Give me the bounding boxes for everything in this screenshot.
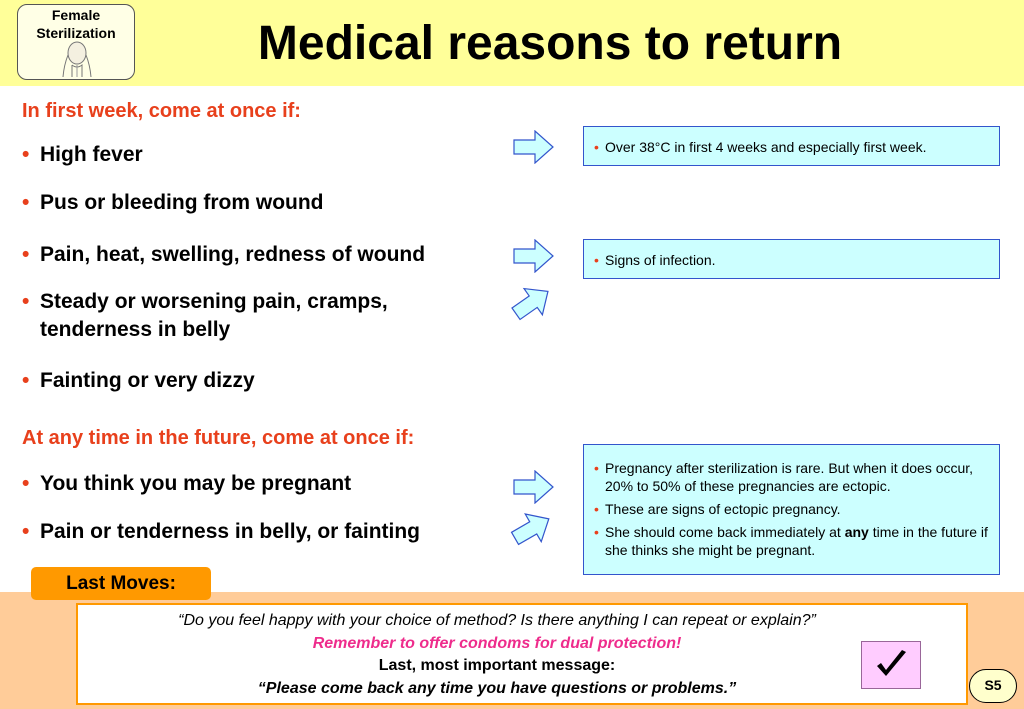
logo-line-1: Female [51,7,101,23]
bullet-dot: • [22,290,30,313]
bullet-pus-bleeding: • Pus or bleeding from wound [22,189,502,217]
bullet-dot: • [594,252,599,268]
counselor-question: “Do you feel happy with your choice of method? Is there anything I can repeat or explain?” [178,612,816,629]
closing-message-box [76,603,968,705]
bullet-belly-pain-fainting: • Pain or tenderness in belly, or fainting [22,518,502,546]
bullet-high-fever: • High fever [22,141,502,169]
bullet-dot: • [22,243,30,266]
section-heading-any-time: At any time in the future, come at once if: [22,427,415,449]
last-message: “Please come back any time you have questions or problems.” [257,679,737,697]
last-moves-label: Last Moves: [31,567,211,600]
method-logo [17,4,135,80]
bullet-dot: • [594,501,599,517]
bullet-dot: • [22,520,30,543]
note-fever [583,126,1000,166]
note-line: • Signs of infection. [594,252,716,268]
female-figure-icon [60,41,94,79]
bullet-wound-signs: • Pain, heat, swelling, redness of wound [22,241,522,269]
bullet-dot: • [22,472,30,495]
check-box [861,641,921,689]
note-line: • She should come back immediately at any time in the future if she thinks she might be pregnant. [594,524,988,558]
bullet-dot: • [22,191,30,214]
bullet-dot: • [594,139,599,155]
bullet-belly-pain: • Steady or worsening pain, cramps, tenderness in belly [22,290,388,341]
condom-reminder: Remember to offer condoms for dual protection! [312,634,682,652]
note-line: • Over 38°C in first 4 weeks and especially first week. [594,139,927,155]
bullet-dot: • [22,369,30,392]
note-pregnancy [583,444,1000,575]
diagonal-arrow-icon [509,508,553,548]
check-mark-icon [871,645,911,685]
right-arrow-icon [513,470,555,504]
bullet-may-be-pregnant: • You think you may be pregnant [22,470,502,498]
right-arrow-icon [513,239,555,273]
diagonal-arrow-icon [509,282,553,322]
logo-line-2: Sterilization [36,25,116,41]
bullet-dot: • [22,143,30,166]
page-title: Medical reasons to return [257,17,843,70]
bullet-fainting: • Fainting or very dizzy [22,367,502,395]
note-infection [583,239,1000,279]
bullet-dot: • [594,524,599,540]
last-message-label: Last, most important message: [378,657,616,674]
slide-badge: S5 [969,669,1017,703]
note-line: • These are signs of ectopic pregnancy. [594,501,841,517]
right-arrow-icon [513,130,555,164]
bullet-dot: • [594,460,599,476]
note-line: • Pregnancy after sterilization is rare. But when it does occur, 20% to 50% of these pregnancies are ectopic. [594,460,974,494]
section-heading-first-week: In first week, come at once if: [22,100,301,122]
